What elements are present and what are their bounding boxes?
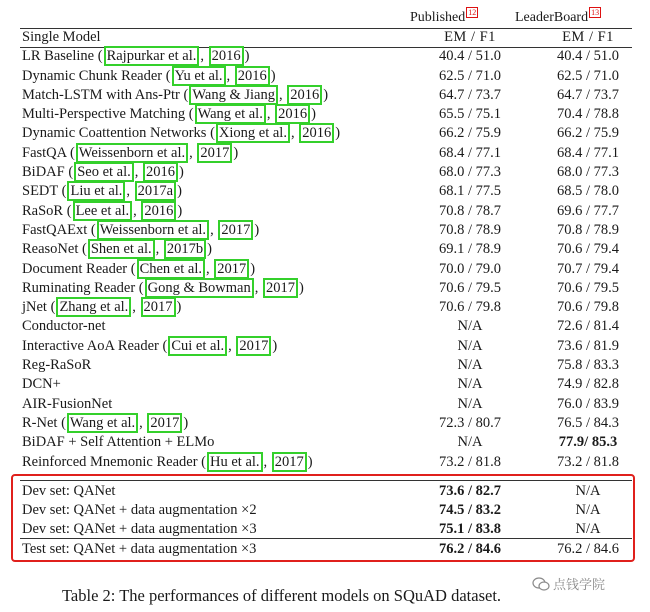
leaderboard-score: 68.0 / 77.3 <box>556 164 620 181</box>
published-score: N/A <box>457 337 483 354</box>
table-row <box>22 356 632 375</box>
citation-link[interactable]: Lee et al. <box>73 201 133 221</box>
leaderboard-score: 69.6 / 77.7 <box>556 202 620 219</box>
table-row <box>22 67 632 86</box>
leaderboard-score: 70.8 / 78.9 <box>556 221 620 238</box>
model-name: LR Baseline ( Rajpurkar et al. , 2016 ) <box>22 48 250 65</box>
leaderboard-score: N/A <box>575 483 601 499</box>
col-model: Single Model <box>22 29 101 45</box>
leaderboard-score: 76.2 / 84.6 <box>556 541 620 557</box>
citation-year-link[interactable]: 2017 <box>263 278 298 298</box>
column-header-row <box>22 28 632 47</box>
published-score: 70.6 / 79.8 <box>438 299 502 316</box>
table-row <box>22 221 632 240</box>
model-name: Reinforced Mnemonic Reader ( Hu et al. , 2017 ) <box>22 453 313 470</box>
leaderboard-score: 70.6 / 79.4 <box>556 241 620 258</box>
published-score: 70.6 / 79.5 <box>438 279 502 296</box>
published-score: 72.3 / 80.7 <box>438 414 502 431</box>
leaderboard-header: LeaderBoard $^{13}$ <box>515 8 600 25</box>
published-score: 74.5 / 83.2 <box>438 502 502 518</box>
model-name: DCN+ <box>22 376 61 393</box>
table-row <box>22 163 632 182</box>
leaderboard-ref[interactable]: 13 <box>591 8 600 17</box>
leaderboard-score: 70.4 / 78.8 <box>556 106 620 123</box>
model-name: FastQA ( Weissenborn et al. , 2017 ) <box>22 144 239 161</box>
published-score: 68.4 / 77.1 <box>438 144 502 161</box>
citation-link[interactable]: Zhang et al. <box>56 297 131 317</box>
published-score: 75.1 / 83.8 <box>438 521 502 537</box>
citation-link[interactable]: Wang & Jiang <box>189 85 278 105</box>
citation-link[interactable]: Xiong et al. <box>216 123 290 143</box>
citation-year-link[interactable]: 2017 <box>218 220 253 240</box>
model-name: Conductor-net <box>22 318 106 335</box>
published-score: 68.0 / 77.3 <box>438 164 502 181</box>
table-body <box>22 47 632 472</box>
leaderboard-score: 40.4 / 51.0 <box>556 48 620 65</box>
table-row <box>22 453 632 472</box>
table-row <box>22 337 632 356</box>
table-caption: Table 2: The performances of different models on SQuAD dataset. <box>62 586 502 605</box>
citation-year-link[interactable]: 2016 <box>275 104 310 124</box>
col-published: EM / F1 <box>444 29 496 45</box>
table-row <box>22 414 632 433</box>
published-score: 65.5 / 75.1 <box>438 106 502 123</box>
leaderboard-score: 68.4 / 77.1 <box>556 144 620 161</box>
table-row <box>22 105 632 124</box>
highlight-box <box>11 474 635 562</box>
citation-year-link[interactable]: 2017 <box>141 297 176 317</box>
model-name: R-Net ( Wang et al. , 2017 ) <box>22 414 189 431</box>
citation-link[interactable]: Gong & Bowman <box>145 278 254 298</box>
leaderboard-score: 74.9 / 82.8 <box>556 376 620 393</box>
citation-year-link[interactable]: 2017 <box>214 259 249 279</box>
citation-year-link[interactable]: 2016 <box>299 123 334 143</box>
table-row <box>22 202 632 221</box>
published-score: 70.8 / 78.9 <box>438 221 502 238</box>
model-name: Document Reader ( Chen et al. , 2017 ) <box>22 260 256 277</box>
model-name: Match-LSTM with Ans-Ptr ( Wang & Jiang , 2016 ) <box>22 86 329 103</box>
published-score: 70.0 / 79.0 <box>438 260 502 277</box>
wechat-icon <box>532 577 550 591</box>
table-row <box>22 47 632 66</box>
citation-link[interactable]: Wang et al. <box>195 104 266 124</box>
citation-year-link[interactable]: 2017b <box>164 239 206 259</box>
table-row <box>22 124 632 143</box>
model-name: Dynamic Coattention Networks ( Xiong et al. , 2016 ) <box>22 125 341 142</box>
table-row <box>22 279 632 298</box>
citation-link[interactable]: Wang et al. <box>67 413 138 433</box>
model-name: Reg-RaSoR <box>22 357 92 374</box>
table-row <box>22 298 632 317</box>
citation-year-link[interactable]: 2016 <box>209 46 244 66</box>
table-row <box>22 395 632 414</box>
citation-year-link[interactable]: 2017 <box>197 143 232 163</box>
leaderboard-score: 73.2 / 81.8 <box>556 453 620 470</box>
published-score: N/A <box>457 318 483 335</box>
citation-link[interactable]: Yu et al. <box>172 66 226 86</box>
leaderboard-score: 77.9/ 85.3 <box>558 434 618 451</box>
citation-year-link[interactable]: 2017 <box>147 413 182 433</box>
published-score: 70.8 / 78.7 <box>438 202 502 219</box>
citation-link[interactable]: Weissenborn et al. <box>97 220 209 240</box>
leaderboard-score: 76.0 / 83.9 <box>556 395 620 412</box>
citation-year-link[interactable]: 2017 <box>236 336 271 356</box>
model-name: Interactive AoA Reader ( Cui et al. , 2017 ) <box>22 337 278 354</box>
published-score: N/A <box>457 357 483 374</box>
model-name: Dev set: QANet + data augmentation ×2 <box>22 502 257 518</box>
published-score: 76.2 / 84.6 <box>438 541 502 557</box>
published-score: N/A <box>457 395 483 412</box>
model-name: RaSoR ( Lee et al. , 2016 ) <box>22 202 183 219</box>
leaderboard-score: 64.7 / 73.7 <box>556 86 620 103</box>
citation-year-link[interactable]: 2017 <box>272 452 307 472</box>
published-header: Published $^{12}$ <box>410 8 477 25</box>
col-leaderboard: EM / F1 <box>562 29 614 45</box>
model-name: Test set: QANet + data augmentation ×3 <box>22 541 257 557</box>
table-row <box>22 375 632 394</box>
citation-link[interactable]: Shen et al. <box>88 239 155 259</box>
citation-year-link[interactable]: 2017a <box>135 181 176 201</box>
leaderboard-score: N/A <box>575 521 601 537</box>
leaderboard-score: 68.5 / 78.0 <box>556 183 620 200</box>
model-name: ReasoNet ( Shen et al. , 2017b ) <box>22 241 212 258</box>
model-name: BiDAF ( Seo et al. , 2016 ) <box>22 164 184 181</box>
published-score: N/A <box>457 434 483 451</box>
published-score: 62.5 / 71.0 <box>438 67 502 84</box>
model-name: Dev set: QANet + data augmentation ×3 <box>22 521 257 537</box>
model-name: Multi-Perspective Matching ( Wang et al. , 2016 ) <box>22 106 316 123</box>
published-ref[interactable]: 12 <box>468 8 477 17</box>
table-row <box>22 260 632 279</box>
leaderboard-score: 76.5 / 84.3 <box>556 414 620 431</box>
published-score: 73.2 / 81.8 <box>438 453 502 470</box>
model-name: jNet ( Zhang et al. , 2017 ) <box>22 299 182 316</box>
published-score: N/A <box>457 376 483 393</box>
leaderboard-score: 73.6 / 81.9 <box>556 337 620 354</box>
leaderboard-score: 75.8 / 83.3 <box>556 357 620 374</box>
watermark: 点钱学院 <box>532 574 605 593</box>
table-row <box>22 182 632 201</box>
citation-link[interactable]: Hu et al. <box>207 452 263 472</box>
published-score: 73.6 / 82.7 <box>438 483 502 499</box>
citation-link[interactable]: Seo et al. <box>74 162 134 182</box>
table-row <box>22 317 632 336</box>
table-row <box>22 433 632 452</box>
leaderboard-score: 70.6 / 79.5 <box>556 279 620 296</box>
citation-link[interactable]: Liu et al. <box>67 181 125 201</box>
table-row <box>22 240 632 259</box>
citation-link[interactable]: Cui et al. <box>168 336 227 356</box>
citation-year-link[interactable]: 2016 <box>141 201 176 221</box>
leaderboard-score: 62.5 / 71.0 <box>556 67 620 84</box>
citation-year-link[interactable]: 2016 <box>287 85 322 105</box>
leaderboard-score: 66.2 / 75.9 <box>556 125 620 142</box>
published-score: 68.1 / 77.5 <box>438 183 502 200</box>
published-score: 69.1 / 78.9 <box>438 241 502 258</box>
published-score: 64.7 / 73.7 <box>438 86 502 103</box>
model-name: Dynamic Chunk Reader ( Yu et al. , 2016 ) <box>22 67 276 84</box>
model-name: SEDT ( Liu et al. , 2017a ) <box>22 183 182 200</box>
model-name: BiDAF + Self Attention + ELMo <box>22 434 215 451</box>
results-table <box>22 28 632 472</box>
table-row <box>22 86 632 105</box>
table-row <box>22 144 632 163</box>
model-name: AIR-FusionNet <box>22 395 113 412</box>
leaderboard-score: 72.6 / 81.4 <box>556 318 620 335</box>
citation-link[interactable]: Weissenborn et al. <box>76 143 188 163</box>
citation-link[interactable]: Rajpurkar et al. <box>104 46 200 66</box>
leaderboard-score: N/A <box>575 502 601 518</box>
citation-link[interactable]: Chen et al. <box>137 259 205 279</box>
published-score: 66.2 / 75.9 <box>438 125 502 142</box>
model-name: Dev set: QANet <box>22 483 116 499</box>
citation-year-link[interactable]: 2016 <box>235 66 270 86</box>
published-score: 40.4 / 51.0 <box>438 48 502 65</box>
citation-year-link[interactable]: 2016 <box>143 162 178 182</box>
leaderboard-score: 70.6 / 79.8 <box>556 299 620 316</box>
model-name: Ruminating Reader ( Gong & Bowman , 2017 ) <box>22 279 304 296</box>
model-name: FastQAExt ( Weissenborn et al. , 2017 ) <box>22 221 260 238</box>
leaderboard-score: 70.7 / 79.4 <box>556 260 620 277</box>
